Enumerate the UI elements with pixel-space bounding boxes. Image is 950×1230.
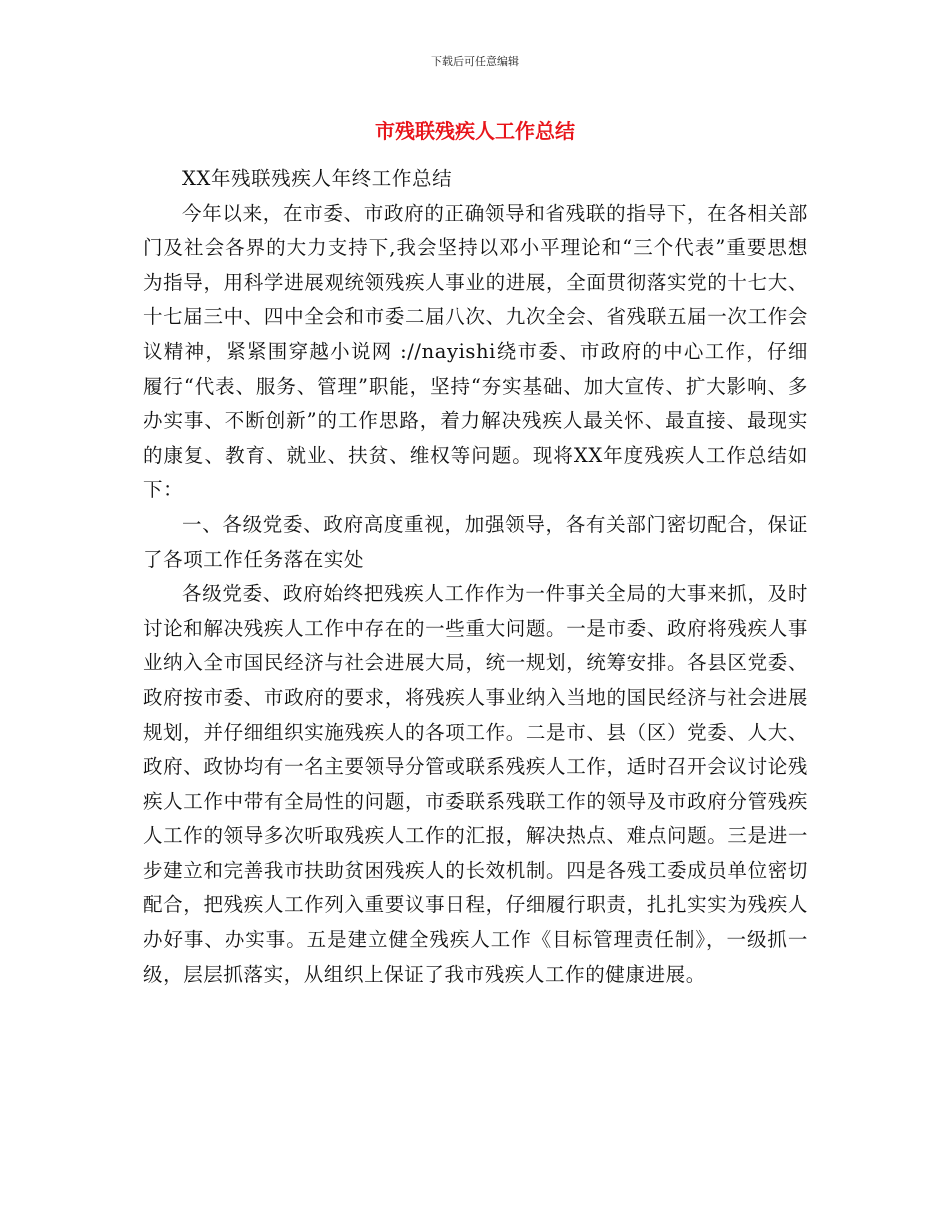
section-heading-paragraph: 一、各级党委、政府高度重视，加强领导，各有关部门密切配合，保证了各项工作任务落在实处	[143, 512, 808, 571]
subtitle-paragraph: XX年残联残疾人年终工作总结	[182, 167, 453, 190]
body-paragraph: 今年以来，在市委、市政府的正确领导和省残联的指导下，在各相关部门及社会各界的大力支持下,我会坚持以邓小平理论和“三个代表”重要思想为指导，用科学进展观统领残疾人事业的进展，全面贯彻落实党的十七大、十七届三中、四中全会和市委二届八次、九次全会、省残联五届一次工作会议精神，紧紧围穿越小说网 ://nayishi绕市委、市政府的中心工作，仔细履行“代表、服务、管理”职能，坚持“夯实基础、加大宣传、扩大影响、多办实事、不断创新”的工作思路，着力解决残疾人最关怀、最直接、最现实的康复、教育、就业、扶贫、维权等问题。现将XX年度残疾人工作总结如下：	[143, 201, 808, 502]
document-body	[143, 162, 808, 992]
header-note: 下载后可任意编辑	[431, 55, 519, 68]
body-paragraph: 各级党委、政府始终把残疾人工作作为一件事关全局的大事来抓，及时讨论和解决残疾人工作中存在的一些重大问题。一是市委、政府将残疾人事业纳入全市国民经济与社会进展大局，统一规划，统筹安排。各县区党委、政府按市委、市政府的要求，将残疾人事业纳入当地的国民经济与社会进展规划，并仔细组织实施残疾人的各项工作。二是市、县（区）党委、人大、政府、政协均有一名主要领导分管或联系残疾人工作，适时召开会议讨论残疾人工作中带有全局性的问题，市委联系残联工作的领导及市政府分管残疾人工作的领导多次听取残疾人工作的汇报，解决热点、难点问题。三是进一步建立和完善我市扶助贫困残疾人的长效机制。四是各残工委成员单位密切配合，把残疾人工作列入重要议事日程，仔细履行职责，扎扎实实为残疾人办好事、办实事。五是建立健全残疾人工作《目标管理责任制》，一级抓一级，层层抓落实，从组织上保证了我市残疾人工作的健康进展。	[143, 582, 808, 986]
document-title: 市残联残疾人工作总结	[375, 119, 575, 143]
